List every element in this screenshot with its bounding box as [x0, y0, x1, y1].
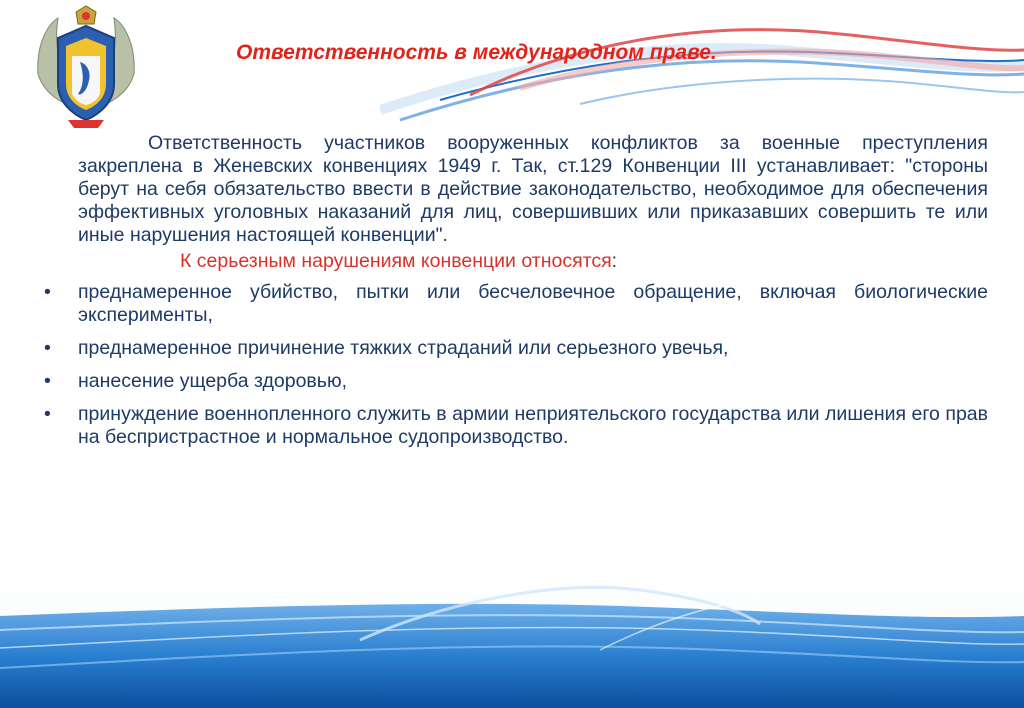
top-wave-decoration [380, 0, 1024, 140]
subheading [78, 250, 988, 273]
bullet-icon: • [44, 337, 51, 359]
slide-body [44, 132, 988, 459]
bullet-icon: • [44, 281, 51, 303]
bullet-icon: • [44, 370, 51, 392]
list-item [44, 403, 988, 449]
list-item-text: нанесение ущерба здоровью, [78, 370, 347, 392]
subheading-colon: : [611, 250, 618, 272]
list-item-text: преднамеренное причинение тяжких страданий или серьезного увечья, [78, 337, 729, 359]
list-item-text: принуждение военнопленного служить в армии неприятельского государства или лишения его прав на беспристрастное и нормальное судопроизводство. [78, 403, 988, 448]
list-item [44, 281, 988, 327]
violations-list [44, 281, 988, 449]
intro-paragraph: Ответственность участников вооруженных конфликтов за военные преступления закреплена в Женевских конвенциях 1949 г. Так, ст.129 Конвенции III устанавливает: "стороны берут на себя обязательство ввести в действие законодательство, необходимое для обеспечения эффективных уголовных наказаний для лиц, совершивших или приказавших совершить те или иные нарушения настоящей конвенции". [78, 132, 988, 246]
list-item [44, 370, 988, 393]
subheading-text: К серьезным нарушениям конвенции относятся [180, 250, 612, 272]
list-item-text: преднамеренное убийство, пытки или бесчеловечное обращение, включая биологические эксперименты, [78, 281, 988, 326]
slide-title: Ответственность в международном праве. [236, 41, 717, 64]
list-item [44, 337, 988, 360]
emblem-icon [28, 4, 144, 132]
bottom-wave-decoration [0, 560, 1024, 708]
bullet-icon: • [44, 403, 51, 425]
